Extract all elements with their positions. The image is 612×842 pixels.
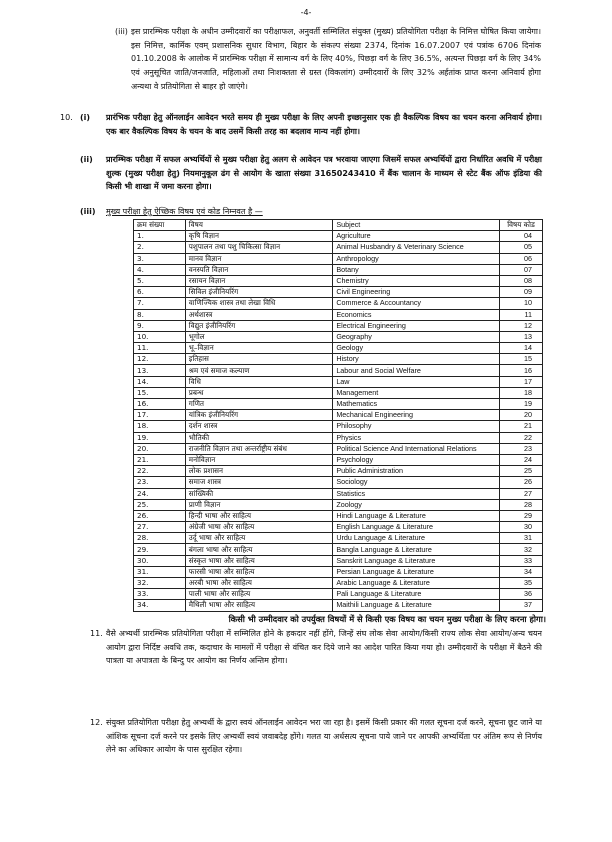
subject-hindi-cell: राजनीति विज्ञान तथा अन्तर्राष्ट्रीय संबंध [185, 443, 333, 454]
subject-hindi-cell: उर्दू भाषा और साहित्य [185, 533, 333, 544]
subject-hindi-cell: मानव विज्ञान [185, 253, 333, 264]
serial-cell: 9. [134, 320, 186, 331]
code-cell: 26 [500, 477, 543, 488]
table-row [134, 387, 543, 398]
subject-hindi-cell: विधि [185, 376, 333, 387]
serial-cell: 17. [134, 410, 186, 421]
table-row [134, 578, 543, 589]
serial-cell: 22. [134, 466, 186, 477]
subject-cell: Geology [333, 343, 500, 354]
item-number: 12. [90, 718, 103, 727]
code-cell: 22 [500, 432, 543, 443]
serial-cell: 26. [134, 510, 186, 521]
subject-cell: Sanskrit Language & Literature [333, 555, 500, 566]
subject-cell: Agriculture [333, 231, 500, 242]
paragraph-text: इस प्रारम्भिक परीक्षा के अधीन उम्मीदवारों का परीक्षाफल, अनुवर्ती सम्मिलित संयुक्त (मुख्य) प्रतियोगिता परीक्षा के निमित्त घोषित किया जायेगा। इस निमित्त, कार्मिक एवम् प्रशासनिक सुधार विभाग, बिहार के संकल्प संख्या 2374, दिनांक 16.07.2007 एवं पत्रांक 6706 दिनांक 01.10.2008 के आलोक में प्रारम्भिक परीक्षा में सामान्य वर्ग के लिए 40%, पिछड़ा वर्ग के लिए 36.5%, अत्यन्त पिछड़ा वर्ग के लिए 34% एवं अनुसूचित जाति/जनजाति, महिलाओं तथा निःशक्तता से ग्रस्त (विकलांग) उम्मीदवारों के लिए 32% अर्हतांक प्राप्त करना अनिवार्य होगा अन्यथा वे प्रतियोगिता से बाहर हो जाएंगे। [131, 27, 541, 91]
serial-cell: 14. [134, 376, 186, 387]
serial-cell: 19. [134, 432, 186, 443]
serial-cell: 18. [134, 421, 186, 432]
code-cell: 18 [500, 387, 543, 398]
subject-hindi-cell: विद्युत इंजीनियरिंग [185, 320, 333, 331]
subject-hindi-cell: वनस्पति विज्ञान [185, 264, 333, 275]
serial-cell: 30. [134, 555, 186, 566]
item-12-text: संयुक्त प्रतियोगिता परीक्षा हेतु अभ्यर्थी के द्वारा स्वयं ऑनलाईन आवेदन भरा जा रहा है। इसमें किसी प्रकार की गलत सूचना दर्ज करने, सूचना छूट जाने या आंशिक सूचना दर्ज करने पर इसके लिए अभ्यर्थी स्वयं जवाबदेह होंगे। गलत या अर्धसत्य सूचना पाये जाने पर आपकी अभ्यर्थिता पर अंतिम रूप से निर्णय लेने का अधिकार आयोग के पास सुरक्षित रहेगा। [106, 718, 542, 755]
subject-cell: Zoology [333, 499, 500, 510]
code-cell: 13 [500, 331, 543, 342]
subject-hindi-cell: संस्कृत भाषा और साहित्य [185, 555, 333, 566]
code-cell: 27 [500, 488, 543, 499]
serial-cell: 34. [134, 600, 186, 611]
subject-hindi-cell: प्राणी विज्ञान [185, 499, 333, 510]
table-row [134, 421, 543, 432]
item-label: (iii) [80, 207, 96, 216]
subject-hindi-cell: अंग्रेजी भाषा और साहित्य [185, 522, 333, 533]
table-row [134, 309, 543, 320]
code-cell: 19 [500, 399, 543, 410]
code-cell: 20 [500, 410, 543, 421]
header-subject-hindi: विषय [185, 220, 333, 231]
code-cell: 23 [500, 443, 543, 454]
serial-cell: 8. [134, 309, 186, 320]
table-row [134, 443, 543, 454]
code-cell: 28 [500, 499, 543, 510]
table-row [134, 343, 543, 354]
subject-cell: Botany [333, 264, 500, 275]
subject-hindi-cell: दर्शन शास्त्र [185, 421, 333, 432]
item-label: (i) [80, 113, 91, 122]
header-code: विषय कोड [500, 220, 543, 231]
subject-hindi-cell: कृषि विज्ञान [185, 231, 333, 242]
table-row [134, 432, 543, 443]
item-11-text: वैसे अभ्यर्थी प्रारम्भिक प्रतियोगिता परीक्षा में सम्मिलित होने के हकदार नहीं होंगे, जिन्हें संघ लोक सेवा आयोग/किसी राज्य लोक सेवा आयोग/अन्य चयन आयोग द्वारा निर्दिष्ट अवधि तक, कदाचार के मामलों में परीक्षा से वंचित कर दिये जाने का आदेश पारित किया गया हो। उम्मीदवारों के परीक्षा में बैठने की पात्रता या अपात्रता के बिन्दु पर आयोग का निर्णय अन्तिम होगा। [106, 629, 542, 666]
table-header-row [134, 220, 543, 231]
item-label: (ii) [80, 155, 93, 164]
table-row [134, 354, 543, 365]
subject-code-table [133, 219, 543, 612]
code-cell: 11 [500, 309, 543, 320]
table-row [134, 287, 543, 298]
subject-cell: Arabic Language & Literature [333, 578, 500, 589]
item-10-i-text: प्रारंभिक परीक्षा हेतु ऑनलाईन आवेदन भरते समय ही मुख्य परीक्षा के लिए अपनी इच्छानुसार एक ही वैकल्पिक विषय का चयन करना अनिवार्य होगा। एक बार वैकल्पिक विषय के चयन के बाद उसमें किसी तरह का बदलाव मान्य नहीं होगा। [106, 113, 542, 136]
code-cell: 21 [500, 421, 543, 432]
table-row [134, 466, 543, 477]
subject-cell: Statistics [333, 488, 500, 499]
code-cell: 32 [500, 544, 543, 555]
table-row [134, 499, 543, 510]
code-cell: 08 [500, 275, 543, 286]
subject-cell: Chemistry [333, 275, 500, 286]
subject-cell: Law [333, 376, 500, 387]
subject-hindi-cell: सिविल इंजीनियरिंग [185, 287, 333, 298]
subject-hindi-cell: भौतिकी [185, 432, 333, 443]
serial-cell: 24. [134, 488, 186, 499]
subject-cell: Animal Husbandry & Veterinary Science [333, 242, 500, 253]
serial-cell: 28. [134, 533, 186, 544]
subject-cell: Electrical Engineering [333, 320, 500, 331]
table-row [134, 264, 543, 275]
serial-cell: 13. [134, 365, 186, 376]
serial-cell: 1. [134, 231, 186, 242]
subject-hindi-cell: हिन्दी भाषा और साहित्य [185, 510, 333, 521]
item-10-ii-text: प्रारम्भिक परीक्षा में सफल अभ्यर्थियों से मुख्य परीक्षा हेतु अलग से आवेदन पत्र भरवाया जाएगा जिसमें सफल अभ्यर्थियों द्वारा निर्धारित अवधि में परीक्षा शुल्क (मुख्य परीक्षा हेतु) नियमानुकूल ढंग से आयोग के खाता संख्या 31650243410 में बैंक चालान के माध्यम से स्टेट बैंक ऑफ इंडिया की किसी भी शाखा में जमा करना होगा। [106, 155, 542, 192]
serial-cell: 27. [134, 522, 186, 533]
table-row [134, 242, 543, 253]
subject-cell: Urdu Language & Literature [333, 533, 500, 544]
subject-cell: History [333, 354, 500, 365]
table-row [134, 544, 543, 555]
subject-hindi-cell: श्रम एवं समाज कल्याण [185, 365, 333, 376]
code-cell: 36 [500, 589, 543, 600]
serial-cell: 31. [134, 566, 186, 577]
subject-hindi-cell: इतिहास [185, 354, 333, 365]
subject-cell: Bangla Language & Literature [333, 544, 500, 555]
subject-hindi-cell: मैथिली भाषा और साहित्य [185, 600, 333, 611]
table-row [134, 365, 543, 376]
header-serial: क्रम संख्या [134, 220, 186, 231]
serial-cell: 21. [134, 454, 186, 465]
table-row [134, 275, 543, 286]
subject-hindi-cell: भू–विज्ञान [185, 343, 333, 354]
subject-cell: Sociology [333, 477, 500, 488]
subject-hindi-cell: मनोविज्ञान [185, 454, 333, 465]
serial-cell: 23. [134, 477, 186, 488]
code-cell: 25 [500, 466, 543, 477]
code-cell: 04 [500, 231, 543, 242]
subject-cell: Maithili Language & Literature [333, 600, 500, 611]
serial-cell: 11. [134, 343, 186, 354]
table-row [134, 522, 543, 533]
subject-hindi-cell: गणित [185, 399, 333, 410]
subject-cell: Economics [333, 309, 500, 320]
table-note: किसी भी उम्मीदवार को उपर्युक्त विषयों में से किसी एक विषय का चयन मुख्य परीक्षा के लिए करना होगा। [228, 614, 546, 624]
subject-cell: Labour and Social Welfare [333, 365, 500, 376]
serial-cell: 16. [134, 399, 186, 410]
subject-hindi-cell: फारसी भाषा और साहित्य [185, 566, 333, 577]
subject-cell: Pali Language & Literature [333, 589, 500, 600]
subject-hindi-cell: यांत्रिक इंजीनियरिंग [185, 410, 333, 421]
code-cell: 34 [500, 566, 543, 577]
code-cell: 10 [500, 298, 543, 309]
subject-cell: Hindi Language & Literature [333, 510, 500, 521]
serial-cell: 2. [134, 242, 186, 253]
subject-cell: Public Administration [333, 466, 500, 477]
table-row [134, 331, 543, 342]
table-row [134, 454, 543, 465]
table-row [134, 231, 543, 242]
subject-hindi-cell: वाणिज्यिक शास्त्र तथा लेखा विधि [185, 298, 333, 309]
subject-cell: Commerce & Accountancy [333, 298, 500, 309]
item-number: 10. [60, 113, 73, 122]
serial-cell: 25. [134, 499, 186, 510]
table-row [134, 399, 543, 410]
table-row [134, 555, 543, 566]
code-cell: 12 [500, 320, 543, 331]
subject-hindi-cell: अरबी भाषा और साहित्य [185, 578, 333, 589]
serial-cell: 15. [134, 387, 186, 398]
code-cell: 30 [500, 522, 543, 533]
item-label: (iii) [115, 27, 128, 36]
subject-hindi-cell: सांख्यिकी [185, 488, 333, 499]
subject-hindi-cell: भूगोल [185, 331, 333, 342]
code-cell: 16 [500, 365, 543, 376]
table-row [134, 376, 543, 387]
serial-cell: 5. [134, 275, 186, 286]
serial-cell: 4. [134, 264, 186, 275]
subject-hindi-cell: प्रबन्ध [185, 387, 333, 398]
code-cell: 07 [500, 264, 543, 275]
serial-cell: 6. [134, 287, 186, 298]
code-cell: 14 [500, 343, 543, 354]
serial-cell: 3. [134, 253, 186, 264]
subject-cell: Political Science And International Relations [333, 443, 500, 454]
subject-hindi-cell: लोक प्रशासन [185, 466, 333, 477]
table-row [134, 510, 543, 521]
subject-cell: Persian Language & Literature [333, 566, 500, 577]
header-subject: Subject [333, 220, 500, 231]
table-row [134, 477, 543, 488]
subject-hindi-cell: समाज शास्त्र [185, 477, 333, 488]
code-cell: 37 [500, 600, 543, 611]
subject-cell: Physics [333, 432, 500, 443]
subject-cell: Philosophy [333, 421, 500, 432]
subject-hindi-cell: पशुपालन तथा पशु चिकित्सा विज्ञान [185, 242, 333, 253]
table-row [134, 410, 543, 421]
page-number: -4- [300, 8, 312, 17]
serial-cell: 7. [134, 298, 186, 309]
subject-hindi-cell: पाली भाषा और साहित्य [185, 589, 333, 600]
serial-cell: 32. [134, 578, 186, 589]
code-cell: 31 [500, 533, 543, 544]
serial-cell: 29. [134, 544, 186, 555]
table-row [134, 298, 543, 309]
subject-cell: Mathematics [333, 399, 500, 410]
table-row [134, 488, 543, 499]
table-row [134, 589, 543, 600]
code-cell: 05 [500, 242, 543, 253]
subject-cell: Mechanical Engineering [333, 410, 500, 421]
code-cell: 33 [500, 555, 543, 566]
subject-cell: Psychology [333, 454, 500, 465]
subject-cell: Civil Engineering [333, 287, 500, 298]
subject-cell: Anthropology [333, 253, 500, 264]
code-cell: 06 [500, 253, 543, 264]
table-row [134, 253, 543, 264]
code-cell: 24 [500, 454, 543, 465]
serial-cell: 33. [134, 589, 186, 600]
serial-cell: 20. [134, 443, 186, 454]
item-10-iii-text: मुख्य परीक्षा हेतु ऐच्छिक विषय एवं कोड निम्नवत है — [106, 207, 263, 216]
item-number: 11. [90, 629, 103, 638]
subject-cell: Geography [333, 331, 500, 342]
serial-cell: 10. [134, 331, 186, 342]
table-row [134, 566, 543, 577]
code-cell: 09 [500, 287, 543, 298]
subject-hindi-cell: बंगला भाषा और साहित्य [185, 544, 333, 555]
subject-cell: English Language & Literature [333, 522, 500, 533]
table-body [134, 231, 543, 611]
table-row [134, 600, 543, 611]
serial-cell: 12. [134, 354, 186, 365]
table-row [134, 533, 543, 544]
subject-hindi-cell: अर्थशास्त्र [185, 309, 333, 320]
code-cell: 17 [500, 376, 543, 387]
subject-cell: Management [333, 387, 500, 398]
subject-hindi-cell: रसायन विज्ञान [185, 275, 333, 286]
table-row [134, 320, 543, 331]
code-cell: 29 [500, 510, 543, 521]
code-cell: 35 [500, 578, 543, 589]
code-cell: 15 [500, 354, 543, 365]
